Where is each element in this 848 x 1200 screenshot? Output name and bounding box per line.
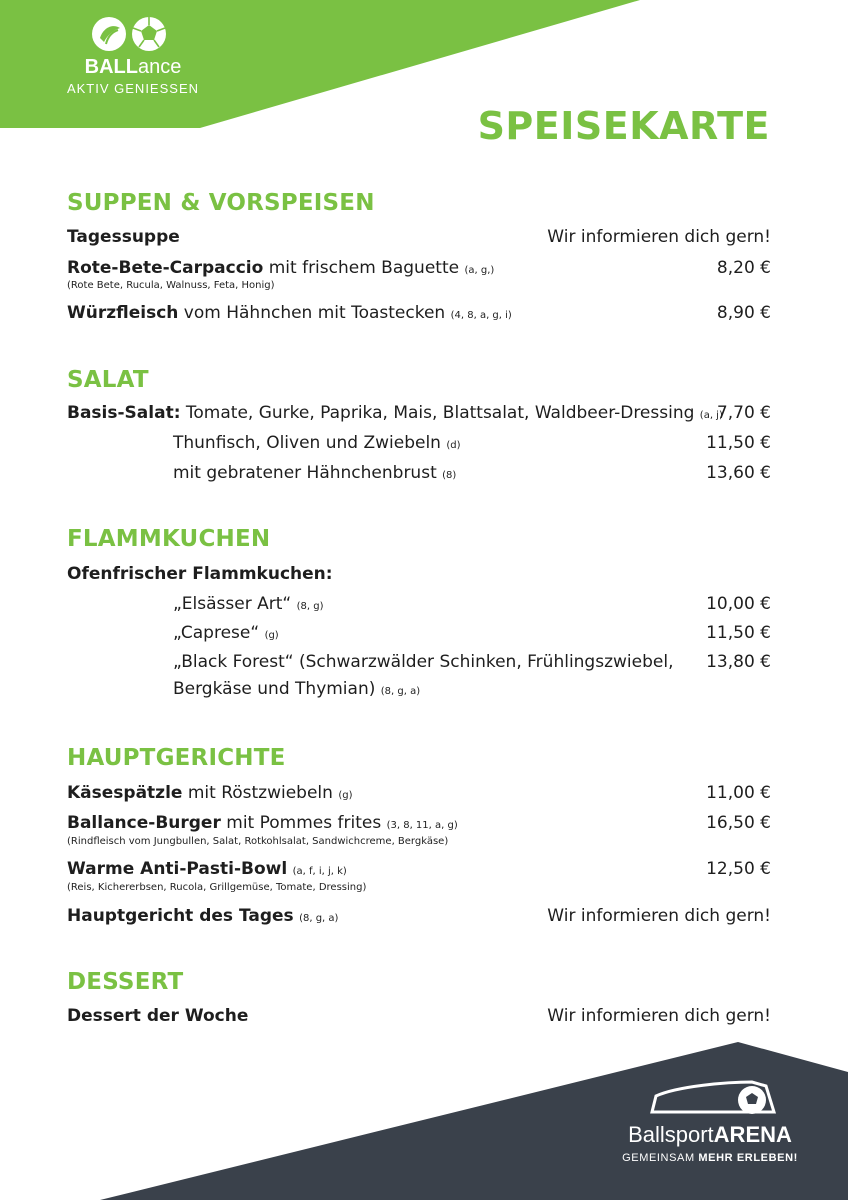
section-heading-haupt: HAUPTGERICHTE [67, 745, 286, 771]
menu-item: Ballance-Burger mit Pommes frites (3, 8, 11, a, g) 16,50 € [67, 813, 771, 833]
menu-item: Thunfisch, Oliven und Zwiebeln (d) 11,50 € [173, 433, 771, 453]
menu-item-subtext: (Reis, Kichererbsen, Rucola, Grillgemüse, Tomate, Dressing) [67, 882, 367, 893]
section-heading-salat: SALAT [67, 367, 149, 393]
menu-item-subtext: (Rote Bete, Rucula, Walnuss, Feta, Honig) [67, 280, 275, 291]
menu-item: Dessert der Woche Wir informieren dich gern! [67, 1006, 771, 1026]
menu-item: Warme Anti-Pasti-Bowl (a, f, i, j, k) 12,50 € [67, 859, 771, 879]
logo-tagline: AKTIV GENIESSEN [66, 81, 200, 96]
footer-brand-name: BallsportARENA [628, 1122, 792, 1147]
menu-item-subtext: (Rindfleisch vom Jungbullen, Salat, Rotkohlsalat, Sandwichcreme, Bergkäse) [67, 836, 449, 847]
menu-item: „Caprese“ (g) 11,50 € [173, 623, 771, 643]
section-heading-flammkuchen: FLAMMKUCHEN [67, 526, 271, 552]
menu-item: „Black Forest“ (Schwarzwälder Schinken, Frühlingszwiebel, 13,80 € [173, 652, 771, 672]
footer-dark-band [100, 1042, 848, 1200]
footer-tagline: GEMEINSAM MEHR ERLEBEN! [622, 1152, 798, 1164]
ballance-logo-icon [90, 14, 170, 54]
logo-brand-name: BALLance [84, 56, 182, 78]
menu-item: „Elsässer Art“ (8, g) 10,00 € [173, 594, 771, 614]
menu-item: Würzfleisch vom Hähnchen mit Toastecken (4, 8, a, g, i) 8,90 € [67, 303, 771, 323]
menu-item: mit gebratener Hähnchenbrust (8) 13,60 € [173, 463, 771, 483]
menu-item: Basis-Salat: Tomate, Gurke, Paprika, Mais, Blattsalat, Waldbeer-Dressing (a, j) 7,70 € [67, 403, 771, 423]
section-heading-dessert: DESSERT [67, 969, 184, 995]
menu-item-continuation: Bergkäse und Thymian) (8, g, a) [173, 679, 421, 699]
menu-item: Hauptgericht des Tages (8, g, a) Wir informieren dich gern! [67, 906, 771, 926]
menu-item: Tagessuppe Wir informieren dich gern! [67, 227, 771, 247]
section-heading-suppen: SUPPEN & VORSPEISEN [67, 190, 375, 216]
menu-item: Rote-Bete-Carpaccio mit frischem Baguette (a, g,) 8,20 € [67, 258, 771, 278]
page-title: SPEISEKARTE [477, 104, 770, 148]
menu-item: Käsespätzle mit Röstzwiebeln (g) 11,00 € [67, 783, 771, 803]
menu-item-intro: Ofenfrischer Flammkuchen: [67, 564, 333, 584]
arena-stadium-icon [648, 1078, 778, 1120]
